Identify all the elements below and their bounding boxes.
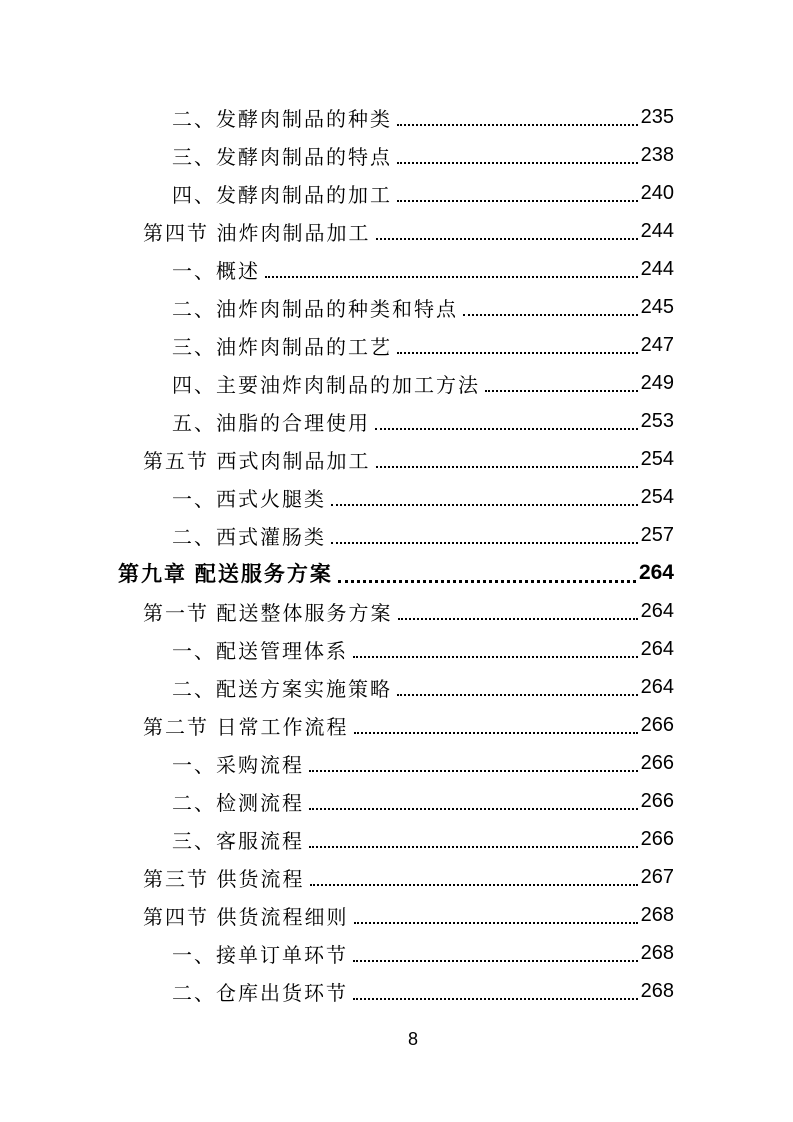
dot-leader	[309, 808, 638, 810]
toc-entry[interactable]	[118, 554, 674, 592]
toc-entry[interactable]	[118, 364, 674, 402]
toc-entry[interactable]	[118, 212, 674, 250]
toc-entry-label: 二、检测流程	[172, 792, 304, 815]
toc-entry[interactable]	[118, 174, 674, 212]
dot-leader	[354, 732, 638, 734]
dot-leader	[397, 124, 638, 126]
toc-entry-page: 266	[640, 713, 674, 736]
toc-entry-page: 240	[640, 181, 674, 204]
toc-entry-label: 第一节 配送整体服务方案	[143, 602, 393, 625]
toc-entry-page: 268	[640, 903, 674, 926]
dot-leader	[376, 238, 638, 240]
toc-entry-label: 第九章 配送服务方案	[118, 563, 333, 586]
dot-leader	[309, 846, 638, 848]
toc-entry-label: 第五节 西式肉制品加工	[143, 450, 371, 473]
toc-entry-page: 254	[640, 447, 674, 470]
toc-entry-page: 249	[640, 371, 674, 394]
toc-entry[interactable]	[118, 288, 674, 326]
toc-entry-page: 266	[640, 751, 674, 774]
toc-entry[interactable]	[118, 326, 674, 364]
dot-leader	[485, 390, 638, 392]
toc-entry[interactable]	[118, 934, 674, 972]
toc-entry-label: 一、采购流程	[172, 754, 304, 777]
toc-entry-page: 268	[640, 979, 674, 1002]
toc-entry[interactable]	[118, 630, 674, 668]
dot-leader	[376, 466, 638, 468]
toc-entry-label: 五、油脂的合理使用	[172, 412, 370, 435]
dot-leader	[397, 200, 638, 202]
toc-entry-label: 三、发酵肉制品的特点	[172, 146, 392, 169]
dot-leader	[354, 922, 638, 924]
dot-leader	[353, 998, 638, 1000]
dot-leader	[353, 656, 638, 658]
toc-entry[interactable]	[118, 782, 674, 820]
toc-entry-page: 264	[640, 599, 674, 622]
toc-entry[interactable]	[118, 668, 674, 706]
toc-entry[interactable]	[118, 972, 674, 1010]
dot-leader	[265, 276, 638, 278]
toc-entry[interactable]	[118, 440, 674, 478]
toc-entry[interactable]	[118, 478, 674, 516]
toc-entry-page: 244	[640, 257, 674, 280]
toc	[118, 98, 674, 1010]
dot-leader	[398, 618, 638, 620]
toc-entry-page: 266	[640, 827, 674, 850]
toc-entry-label: 一、配送管理体系	[172, 640, 348, 663]
toc-entry[interactable]	[118, 706, 674, 744]
toc-entry-label: 一、接单订单环节	[172, 944, 348, 967]
dot-leader	[397, 694, 638, 696]
toc-entry-label: 四、主要油炸肉制品的加工方法	[172, 374, 480, 397]
toc-entry-page: 235	[640, 105, 674, 128]
toc-entry-label: 第四节 供货流程细则	[143, 906, 349, 929]
toc-entry[interactable]	[118, 250, 674, 288]
toc-entry-label: 二、发酵肉制品的种类	[172, 108, 392, 131]
dot-leader	[463, 314, 638, 316]
footer-page-number: 8	[407, 1029, 419, 1049]
toc-entry-label: 一、西式火腿类	[172, 488, 326, 511]
toc-entry[interactable]	[118, 820, 674, 858]
toc-entry-label: 第二节 日常工作流程	[143, 716, 349, 739]
toc-entry[interactable]	[118, 516, 674, 554]
toc-entry-page: 264	[640, 637, 674, 660]
toc-entry-page: 238	[640, 143, 674, 166]
toc-entry-label: 第四节 油炸肉制品加工	[143, 222, 371, 245]
toc-entry-label: 二、仓库出货环节	[172, 982, 348, 1005]
dot-leader	[331, 542, 638, 544]
toc-entry-label: 三、油炸肉制品的工艺	[172, 336, 392, 359]
dot-leader	[353, 960, 638, 962]
toc-entry[interactable]	[118, 98, 674, 136]
dot-leader	[310, 884, 638, 886]
dot-leader	[375, 428, 638, 430]
toc-entry[interactable]	[118, 896, 674, 934]
toc-entry-page: 253	[640, 409, 674, 432]
toc-entry-page: 257	[640, 523, 674, 546]
toc-entry-label: 第三节 供货流程	[143, 868, 305, 891]
toc-entry-page: 264	[640, 675, 674, 698]
dot-leader	[397, 162, 638, 164]
toc-entry-page: 254	[640, 485, 674, 508]
toc-entry-label: 四、发酵肉制品的加工	[172, 184, 392, 207]
toc-entry[interactable]	[118, 136, 674, 174]
dot-leader	[331, 504, 638, 506]
toc-entry-page: 244	[640, 219, 674, 242]
dot-leader	[338, 580, 636, 583]
toc-entry[interactable]	[118, 402, 674, 440]
toc-entry-page: 267	[640, 865, 674, 888]
toc-entry[interactable]	[118, 744, 674, 782]
toc-entry-page: 268	[640, 941, 674, 964]
dot-leader	[309, 770, 638, 772]
toc-entry-page: 247	[640, 333, 674, 356]
toc-entry-label: 三、客服流程	[172, 830, 304, 853]
toc-entry[interactable]	[118, 858, 674, 896]
toc-entry-page: 266	[640, 789, 674, 812]
toc-entry[interactable]	[118, 592, 674, 630]
toc-entry-label: 二、西式灌肠类	[172, 526, 326, 549]
toc-entry-page: 245	[640, 295, 674, 318]
toc-entry-label: 二、配送方案实施策略	[172, 678, 392, 701]
toc-entry-label: 一、概述	[172, 260, 260, 283]
dot-leader	[397, 352, 638, 354]
toc-entry-page: 264	[638, 561, 674, 584]
toc-entry-label: 二、油炸肉制品的种类和特点	[172, 298, 458, 321]
